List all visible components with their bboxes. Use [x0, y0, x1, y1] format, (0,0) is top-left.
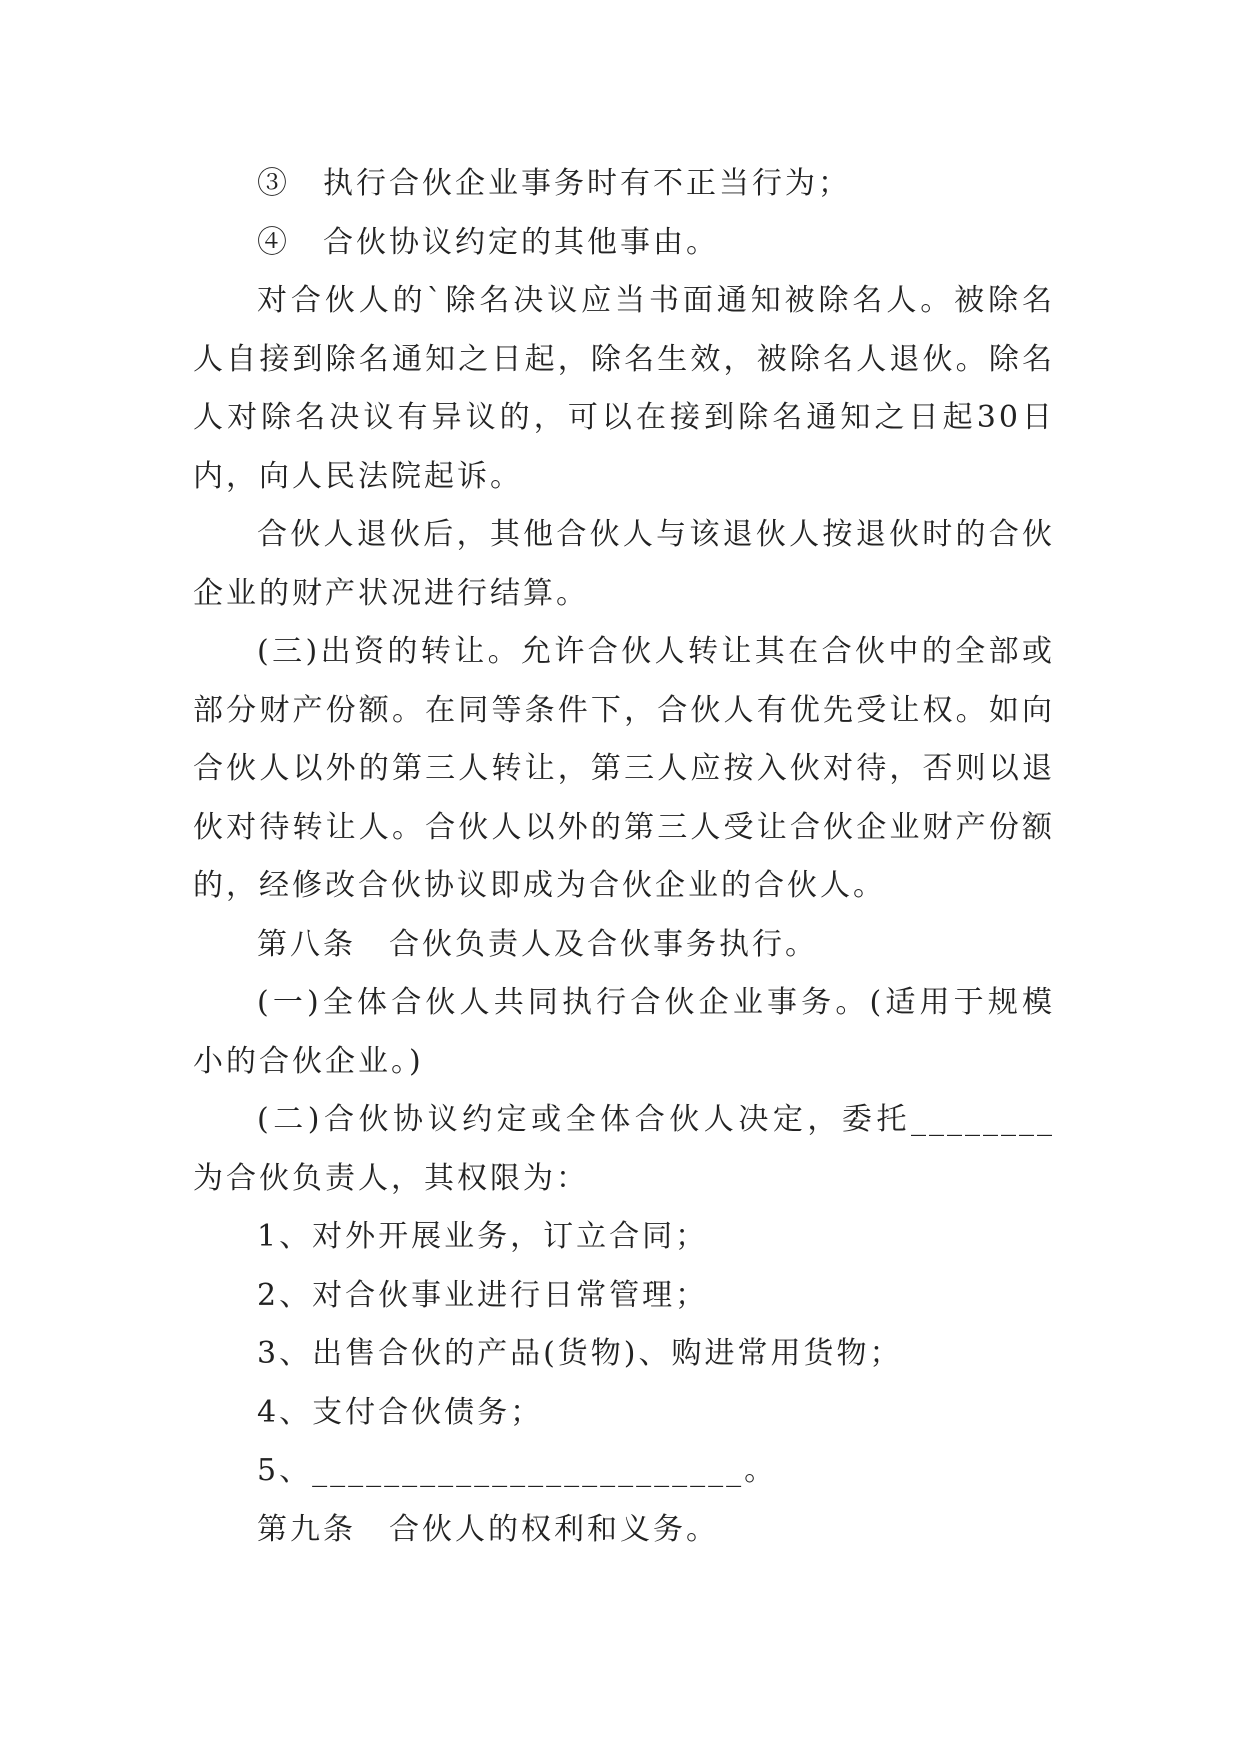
delegated-execution-paragraph: (二)合伙协议约定或全体合伙人决定，委托________为合伙负责人，其权限为：: [193, 1102, 1055, 1196]
article-9-heading: 第九条 合伙人的权利和义务。: [257, 1511, 719, 1547]
list-item-3: ③ 执行合伙企业事务时有不正当行为；: [257, 166, 851, 201]
authority-item-1: 1、对外开展业务，订立合同；: [257, 1219, 709, 1254]
authority-item-5: 5、________________________。: [257, 1453, 778, 1488]
expulsion-notice-paragraph: 对合伙人的`除名决议应当书面通知被除名人。被除名人自接到除名通知之日起，除名生效，被除名人退伙。除名人对除名决议有异议的，可以在接到除名通知之日起30日内，向人民法院起诉。: [193, 283, 1055, 494]
authority-item-4: 4、支付合伙债务；: [257, 1394, 544, 1430]
capital-transfer-paragraph: (三)出资的转让。允许合伙人转让其在合伙中的全部或部分财产份额。在同等条件下，合伙人有优先受让权。如向合伙人以外的第三人转让，第三人应按入伙对待，否则以退伙对待转让人。合伙人以外的第三人受让合伙企业财产份额的，经修改合伙协议即成为合伙企业的合伙人。: [193, 634, 1055, 903]
document-body: [193, 155, 1055, 1559]
settlement-paragraph: 合伙人退伙后，其他合伙人与该退伙人按退伙时的合伙企业的财产状况进行结算。: [193, 517, 1055, 611]
authority-item-3: 3、出售合伙的产品(货物)、购进常用货物；: [257, 1336, 903, 1371]
joint-execution-paragraph: (一)全体合伙人共同执行合伙企业事务。(适用于规模小的合伙企业。): [193, 985, 1055, 1079]
list-item-4: ④ 合伙协议约定的其他事由。: [257, 224, 719, 260]
article-8-heading: 第八条 合伙负责人及合伙事务执行。: [257, 926, 818, 962]
authority-item-2: 2、对合伙事业进行日常管理；: [257, 1277, 709, 1313]
